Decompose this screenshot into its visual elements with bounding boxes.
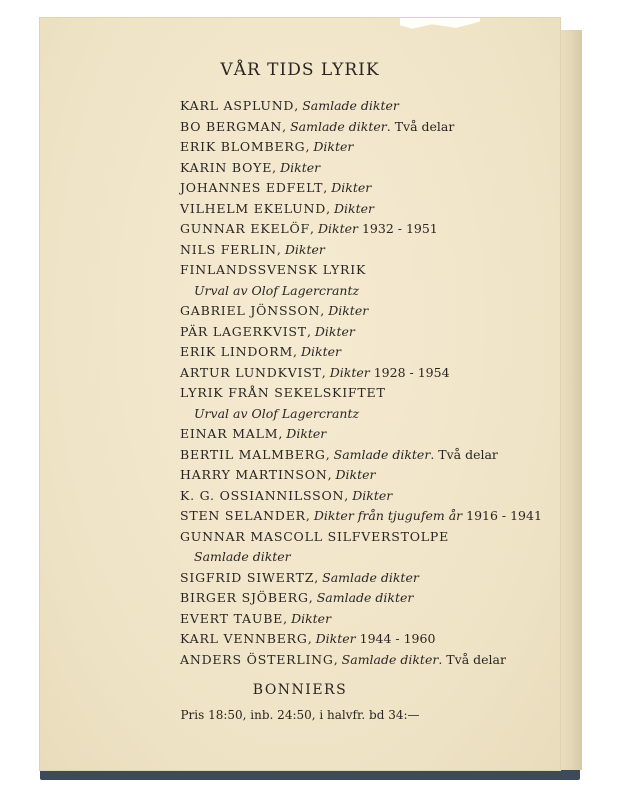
author-name: EVERT TAUBE (180, 610, 284, 626)
entry-subtitle: Urval av Olof Lagercrantz (194, 405, 360, 421)
author-name: KARIN BOYE (180, 159, 273, 175)
separator: , (294, 98, 303, 113)
author-name: JOHANNES EDFELT (180, 180, 324, 195)
list-item (180, 342, 550, 363)
work-title: Dikter (313, 139, 354, 154)
work-title: Dikter från tjugufem år (313, 508, 463, 523)
separator: , (305, 139, 314, 154)
author-name: GUNNAR EKELÖF (180, 221, 311, 236)
work-title: Samlade dikter (302, 98, 399, 113)
author-name: STEN SELANDER (180, 508, 306, 523)
work-title: Samlade dikter (322, 569, 419, 585)
list-item (180, 260, 550, 281)
separator: , (314, 569, 323, 585)
list-item (180, 568, 550, 589)
work-title: Samlade dikter (290, 118, 387, 134)
author-name: GUNNAR MASCOLL SILFVERSTOLPE (180, 528, 450, 544)
author-name: BERTIL MALMBERG (180, 446, 326, 462)
work-title: Samlade dikter (316, 590, 414, 605)
work-title: Dikter (352, 487, 393, 503)
work-title: Samlade dikter (341, 651, 439, 667)
list-item (180, 465, 550, 486)
separator: , (276, 241, 285, 257)
author-name: ANDERS ÖSTERLING (180, 651, 334, 667)
separator: , (282, 118, 291, 134)
list-item (180, 219, 550, 240)
separator: , (321, 364, 330, 380)
separator: , (293, 344, 301, 359)
work-extra: 1944 - 1960 (355, 631, 436, 646)
author-name: ERIK BLOMBERG (180, 139, 306, 154)
separator: , (325, 446, 334, 462)
author-name: GABRIEL JÖNSSON (180, 303, 321, 318)
work-title: Dikter (315, 631, 356, 646)
work-title: Dikter (334, 200, 375, 216)
author-name: EINAR MALM (180, 426, 279, 441)
work-title: Dikter (314, 323, 355, 339)
separator: , (272, 159, 281, 175)
separator: , (327, 467, 336, 482)
separator: , (307, 631, 316, 646)
list-item (180, 322, 550, 343)
list-item (180, 588, 550, 609)
poetry-list (180, 96, 550, 670)
work-extra: . Två delar (438, 651, 506, 667)
author-name: LYRIK FRÅN SEKELSKIFTET (180, 385, 386, 400)
work-extra: . Två delar (430, 446, 498, 462)
work-title: Dikter (280, 159, 321, 175)
list-item (180, 486, 550, 507)
separator: , (306, 323, 315, 339)
work-title: Dikter (284, 241, 325, 257)
author-name: KARL VENNBERG (180, 631, 308, 646)
separator: , (323, 180, 332, 195)
author-name: ARTUR LUNDKVIST (180, 364, 322, 380)
list-item (180, 117, 550, 138)
separator: , (310, 221, 318, 236)
work-title: Dikter (291, 610, 332, 626)
separator: , (326, 200, 335, 216)
list-item (180, 363, 550, 384)
list-item (180, 424, 550, 445)
list-item (180, 199, 550, 220)
work-title: Dikter (329, 364, 370, 380)
separator: , (308, 590, 317, 605)
work-title: Samlade dikter (333, 446, 431, 462)
work-title: Dikter (286, 426, 327, 441)
separator: , (278, 426, 287, 441)
author-name: KARL ASPLUND (180, 98, 295, 113)
list-item (180, 158, 550, 179)
entry-subtitle: Samlade dikter (194, 549, 291, 564)
separator: , (320, 303, 329, 318)
list-item (180, 650, 550, 671)
work-title: Dikter (331, 180, 372, 195)
work-title: Dikter (328, 303, 369, 318)
work-extra: 1928 - 1954 (369, 364, 450, 380)
author-name: ERIK LINDORM (180, 344, 294, 359)
publisher-name: BONNIERS (252, 682, 348, 698)
work-extra: . Två delar (386, 118, 455, 134)
work-title: Dikter (335, 467, 376, 482)
entry-subtitle: Urval av Olof Lagercrantz (194, 282, 360, 298)
list-item (180, 383, 550, 404)
author-name: VILHELM EKELUND (180, 200, 327, 216)
work-extra: 1916 - 1941 (462, 508, 542, 523)
author-name: PÄR LAGERKVIST (180, 323, 307, 339)
work-title: Dikter (317, 221, 358, 236)
page-title: VÅR TIDS LYRIK (220, 60, 380, 80)
list-item (180, 527, 550, 548)
author-name: K. G. OSSIANNILSSON (180, 487, 345, 503)
list-item (180, 506, 550, 527)
list-item (180, 445, 550, 466)
work-title: Dikter (301, 344, 341, 359)
price-line: Pris 18:50, inb. 24:50, i halvfr. bd 34:— (180, 708, 420, 722)
author-name: BO BERGMAN (180, 118, 283, 134)
author-name: SIGFRID SIWERTZ (180, 569, 315, 585)
author-name: BIRGER SJÖBERG (180, 590, 309, 605)
list-item (180, 609, 550, 630)
list-item (180, 301, 550, 322)
separator: , (333, 651, 342, 667)
list-item (180, 629, 550, 650)
list-item (180, 178, 550, 199)
list-item (180, 96, 550, 117)
author-name: NILS FERLIN (180, 241, 277, 257)
author-name: FINLANDSSVENSK LYRIK (180, 262, 367, 277)
list-item (180, 137, 550, 158)
list-item (180, 240, 550, 261)
work-extra: 1932 - 1951 (357, 221, 438, 236)
author-name: HARRY MARTINSON (180, 467, 328, 482)
separator: , (283, 610, 292, 626)
separator: , (305, 508, 314, 523)
separator: , (344, 487, 353, 503)
